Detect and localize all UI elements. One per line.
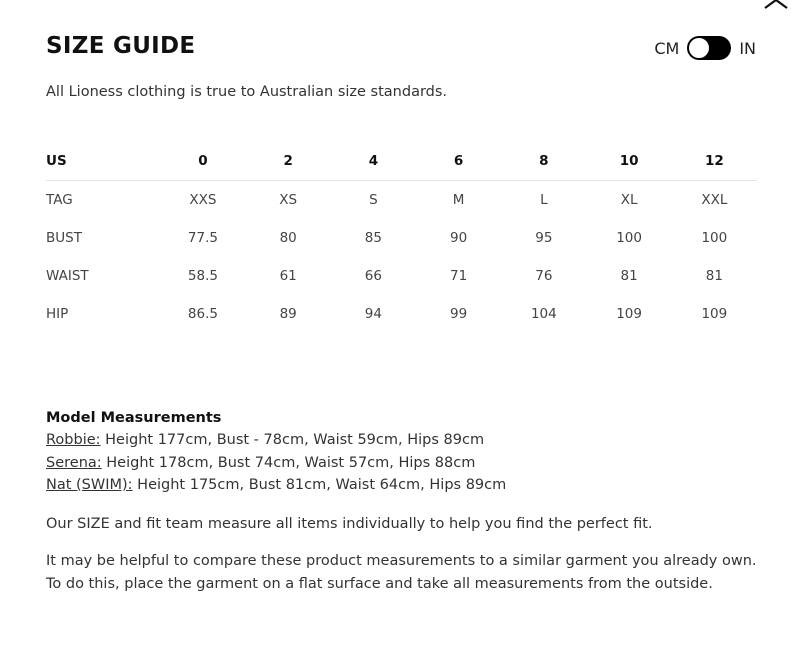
table-row <box>46 181 757 220</box>
column-header: 4 <box>331 142 416 181</box>
row-label: BUST <box>46 230 82 246</box>
table-cell: XXL <box>701 192 728 208</box>
row-label: HIP <box>46 306 69 322</box>
unit-cm-label[interactable]: CM <box>654 38 680 58</box>
column-header: US <box>46 142 160 181</box>
unit-in-label[interactable]: IN <box>739 38 756 58</box>
table-cell: 90 <box>450 230 468 246</box>
row-label: WAIST <box>46 268 89 284</box>
column-header: 12 <box>672 142 757 181</box>
table-cell: XXS <box>189 192 217 208</box>
table-cell: 81 <box>705 268 723 284</box>
table-cell: 77.5 <box>187 230 218 246</box>
unit-toggle <box>654 36 756 60</box>
table-header-row <box>46 142 757 181</box>
table-row <box>46 295 757 333</box>
close-button[interactable] <box>763 0 791 12</box>
row-label: TAG <box>46 192 73 208</box>
fit-note: Our SIZE and fit team measure all items individually to help you find the perfect fit. <box>46 516 653 532</box>
model-link-nat[interactable]: Nat (SWIM): <box>46 477 133 493</box>
model-link-robbie[interactable]: Robbie: <box>46 432 101 448</box>
model-measurements-heading: Model Measurements <box>46 410 222 426</box>
table-cell: S <box>369 192 378 208</box>
table-cell: 95 <box>535 230 553 246</box>
column-header: 10 <box>586 142 671 181</box>
table-cell: 81 <box>620 268 638 284</box>
model-line-nat <box>46 474 766 497</box>
table-cell: 109 <box>701 306 728 322</box>
page-title: SIZE GUIDE <box>46 33 196 59</box>
table-cell: 85 <box>364 230 382 246</box>
column-header: 6 <box>416 142 501 181</box>
size-table <box>46 142 757 333</box>
model-details: Height 177cm, Bust - 78cm, Waist 59cm, Hips 89cm <box>100 432 485 448</box>
table-cell: M <box>452 192 465 208</box>
table-row <box>46 257 757 295</box>
model-details: Height 175cm, Bust 81cm, Waist 64cm, Hips 89cm <box>132 477 507 493</box>
size-standard-note: All Lioness clothing is true to Australian size standards. <box>46 84 448 100</box>
table-cell: L <box>540 192 548 208</box>
model-line-robbie <box>46 429 766 452</box>
model-details: Height 178cm, Bust 74cm, Waist 57cm, Hips 88cm <box>101 454 476 471</box>
table-cell: 99 <box>450 306 468 322</box>
column-header: 8 <box>501 142 586 181</box>
table-cell: 89 <box>279 306 297 322</box>
switch-knob <box>688 37 710 59</box>
table-cell: 71 <box>450 268 468 284</box>
table-cell: 100 <box>616 230 642 246</box>
table-cell: XL <box>620 192 638 208</box>
unit-switch[interactable] <box>687 36 731 60</box>
table-cell: 100 <box>701 230 728 246</box>
close-icon <box>763 0 791 12</box>
column-header: 2 <box>246 142 331 181</box>
table-row <box>46 219 757 257</box>
model-measurements <box>46 410 766 497</box>
table-cell: 86.5 <box>187 306 218 322</box>
column-header: 0 <box>160 142 245 181</box>
table-cell: 80 <box>279 230 297 246</box>
table-cell: 61 <box>279 268 297 284</box>
model-line-serena <box>46 452 766 475</box>
table-cell: 104 <box>530 306 557 322</box>
model-link-serena[interactable]: Serena: <box>46 454 102 471</box>
table-cell: 94 <box>364 306 382 322</box>
table-cell: 66 <box>364 268 382 284</box>
table-cell: 109 <box>616 306 642 322</box>
table-cell: 76 <box>535 268 553 284</box>
compare-note: It may be helpful to compare these product measurements to a similar garment you already own. To do this, place the garment on a flat surface and take all measurements from the outside. <box>46 553 757 592</box>
table-cell: XS <box>279 192 298 208</box>
table-cell: 58.5 <box>187 268 218 284</box>
